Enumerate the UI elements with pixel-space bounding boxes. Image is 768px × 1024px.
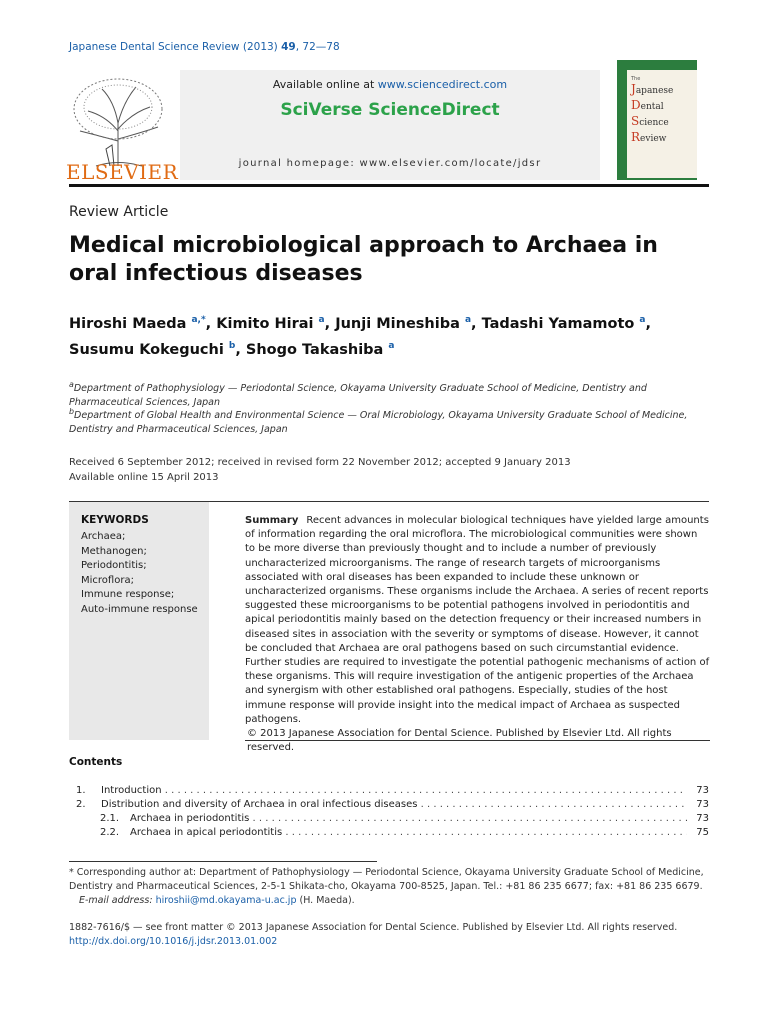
summary-text: Recent advances in molecular biological techniques have yielded large amounts of information regarding the oral microflora. The microbiological communities were shown to be more diverse than previously thought and to include a number of previously uncharacterized microorganisms. The range of research targets of microorganisms associated with oral diseases has been expanded to include these unknown or uncharacterized organisms. These organisms include the Archaea. A series of recent reports suggested these microorganisms to be potential pathogens involved in periodontitis and apical periodontitis mainly based on the detection frequency or their increased numbers in diseased sites in association with the severity or symptoms of disease. However, it cannot be concluded that Archaea are oral pathogens based on such circumstantial evidence. Further studies are required to investigate the potential pathogenic mechanisms of action of these organisms. This will require investigation of the antigenic properties of the Archaea and synergism with other established oral pathogens. Especially, studies of the host immune response will provide insight into the medical impact of Archaea as suspected pathogens. <box>245 515 710 725</box>
article-type: Review Article <box>69 204 169 220</box>
summary-copyright: © 2013 Japanese Association for Dental Science. Published by Elsevier Ltd. All rights reserved. <box>247 728 672 754</box>
keyword-list <box>81 530 198 617</box>
affiliation-b: $^b$Department of Global Health and Environmental Science — Oral Microbiology, Okayama University Graduate School of Medicine, Dentistry and Pharmaceutical Sciences, Japan <box>69 407 688 436</box>
author[interactable]: Susumu Kokeguchi $^b$, <box>69 340 246 358</box>
header-rule <box>69 184 709 187</box>
author[interactable]: Shogo Takashiba $^a$ <box>245 340 395 358</box>
issn-block: 1882-7616/$ — see front matter © 2013 Japanese Association for Dental Science. Published by Elsevier Ltd. All rights reserved. http://dx.doi.org/10.1016/j.jdsr.2013.01.002 <box>69 921 709 949</box>
available-online: Available online at www.sciencedirect.com <box>272 78 508 91</box>
author[interactable]: Tadashi Yamamoto $^a$, <box>481 315 651 332</box>
keyword: Periodontitis; <box>81 560 147 571</box>
keyword: Immune response; <box>81 589 175 600</box>
toc-entry[interactable]: 2.1. Archaea in periodontitis . . . 73 <box>69 812 709 826</box>
affiliation-a: $^a$Department of Pathophysiology — Periodontal Science, Okayama University Graduate School of Medicine, Dentistry and Pharmaceutical Sciences, Japan <box>69 380 647 409</box>
doi-link[interactable]: http://dx.doi.org/10.1016/j.jdsr.2013.01.002 <box>69 936 278 947</box>
article-dates: Received 6 September 2012; received in revised form 22 November 2012; accepted 9 January 2013 Available online 15 April 2013 <box>69 457 571 483</box>
elsevier-wordmark: ELSEVIER <box>66 160 179 184</box>
toc-entry[interactable]: 2. Distribution and diversity of Archaea in oral infectious diseases . . . 73 <box>69 798 709 812</box>
author[interactable]: Hiroshi Maeda $^{a,*}$, <box>69 315 217 332</box>
email-link[interactable]: hiroshii@md.okayama-u.ac.jp <box>155 895 297 906</box>
sciencedirect-link[interactable]: www.sciencedirect.com <box>377 78 508 91</box>
journal-homepage[interactable]: journal homepage: www.elsevier.com/locate/jdsr <box>238 158 542 169</box>
toc-entry[interactable]: 1. Introduction . . . 73 <box>69 784 709 798</box>
author[interactable]: Junji Mineshiba $^a$, <box>335 315 482 332</box>
abstract-summary <box>245 514 710 755</box>
sciverse-brand: SciVerse ScienceDirect <box>280 100 500 120</box>
keyword: Archaea; <box>81 531 126 542</box>
journal-citation[interactable]: Japanese Dental Science Review (2013) 49, 72—78 <box>69 41 340 53</box>
toc-entry[interactable]: 2.2. Archaea in apical periodontitis . . . 75 <box>69 826 709 840</box>
keywords-heading: KEYWORDS <box>81 514 149 526</box>
footnote-rule <box>69 861 377 862</box>
contents-heading: Contents <box>69 756 123 768</box>
abstract-bottom-rule <box>245 740 710 741</box>
corresponding-author-footnote: * Corresponding author at: Department of Pathophysiology — Periodontal Science, Okayama University Graduate School of Medicine, Dentistry and Pharmaceutical Sciences, 2-5-1 Shikata-cho, Okayama 700-8525, Japan. Tel.: +81 86 235 6677; fax: +81 86 235 6679. E-mail address: hiroshii@md.okayama-u.ac.jp (H. Maeda). <box>69 867 704 906</box>
author[interactable]: Kimito Hirai $^a$, <box>216 315 336 332</box>
author-list <box>69 309 709 361</box>
keywords-box <box>69 502 209 740</box>
journal-header-box <box>180 70 600 180</box>
keyword: Methanogen; <box>81 545 147 557</box>
summary-heading: Summary <box>245 515 299 526</box>
keyword: Microflora; <box>81 574 134 586</box>
article-title: Medical microbiological approach to Archaea in oral infectious diseases <box>69 233 658 286</box>
keyword: Auto-immune response <box>81 603 198 615</box>
journal-cover: The Japanese Dental Science Review <box>617 60 697 180</box>
